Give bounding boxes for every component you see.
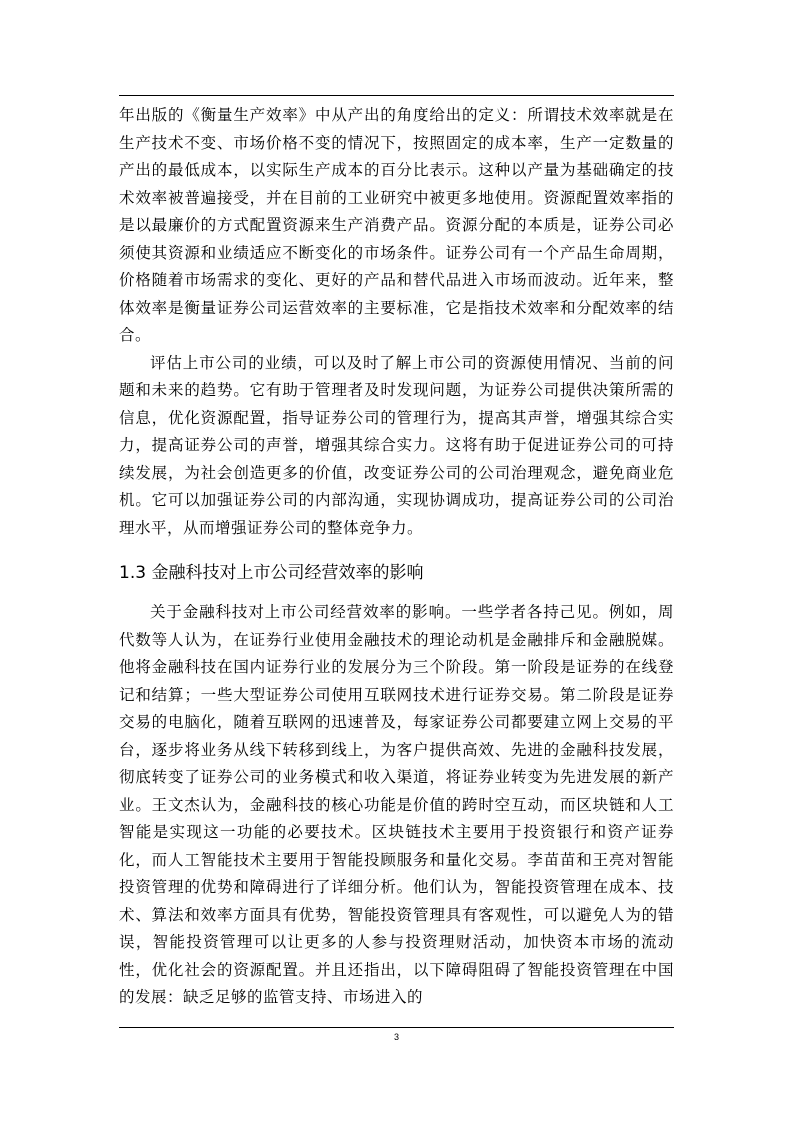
paragraph-fintech-impact: 关于金融科技对上市公司经营效率的影响。一些学者各持己见。例如，周代数等人认为，在证券行业使用金融技术的理论动机是金融排斥和金融脱媒。他将金融科技在国内证券行业的发展分为三个阶段。第一阶段是证券的在线登记和结算；一些大型证券公司使用互联网技术进行证券交易。第二阶段是证券交易的电脑化，随着互联网的迅速普及，每家证券公司都要建立网上交易的平台，逐步将业务从线下转移到线上，为客户提供高效、先进的金融科技发展，彻底转变了证券公司的业务模式和收入渠道，将证券业转变为先进发展的新产业。王文杰认为，金融科技的核心功能是价值的跨时空互动，而区块链和人工智能是实现这一功能的必要技术。区块链技术主要用于投资银行和资产证券化，而人工智能技术主要用于智能投顾服务和量化交易。李苗苗和王亮对智能投资管理的优势和障碍进行了详细分析。他们认为，智能投资管理在成本、技术、算法和效率方面具有优势，智能投资管理具有客观性，可以避免人为的错误，智能投资管理可以让更多的人参与投资理财活动，加快资本市场的流动性，优化社会的资源配置。并且还指出，以下障碍阻碍了智能投资管理在中国的发展：缺乏足够的监管支持、市场进入的 bbox=[119, 603, 674, 1006]
page-number: 3 bbox=[393, 1032, 399, 1042]
header-rule bbox=[119, 95, 674, 96]
page-body bbox=[119, 102, 674, 1012]
section-heading: 1.3 金融科技对上市公司经营效率的影响 bbox=[119, 563, 424, 583]
footer-rule bbox=[119, 1027, 674, 1028]
paragraph-performance-evaluation: 评估上市公司的业绩，可以及时了解上市公司的资源使用情况、当前的问题和未来的趋势。它有助于管理者及时发现问题，为证券公司提供决策所需的信息，优化资源配置，指导证券公司的管理行为，提高其声誉，增强其综合实力，提高证券公司的声誉，增强其综合实力。这将有助于促进证券公司的可持续发展，为社会创造更多的价值，改变证券公司的公司治理观念，避免商业危机。它可以加强证券公司的内部沟通，实现协调成功，提高证券公司的公司治理水平，从而增强证券公司的整体竞争力。 bbox=[119, 353, 674, 537]
paragraph-definition-continued: 年出版的《衡量生产效率》中从产出的角度给出的定义：所谓技术效率就是在生产技术不变、市场价格不变的情况下，按照固定的成本率，生产一定数量的产出的最低成本，以实际生产成本的百分比表示。这种以产量为基础确定的技术效率被普遍接受，并在目前的工业研究中被更多地使用。资源配置效率指的是以最廉价的方式配置资源来生产消费产品。资源分配的本质是，证券公司必须使其资源和业绩适应不断变化的市场条件。证券公司有一个产品生命周期，价格随着市场需求的变化、更好的产品和替代品进入市场而波动。近年来，整体效率是衡量证券公司运营效率的主要标准，它是指技术效率和分配效率的结合。 bbox=[119, 106, 674, 344]
